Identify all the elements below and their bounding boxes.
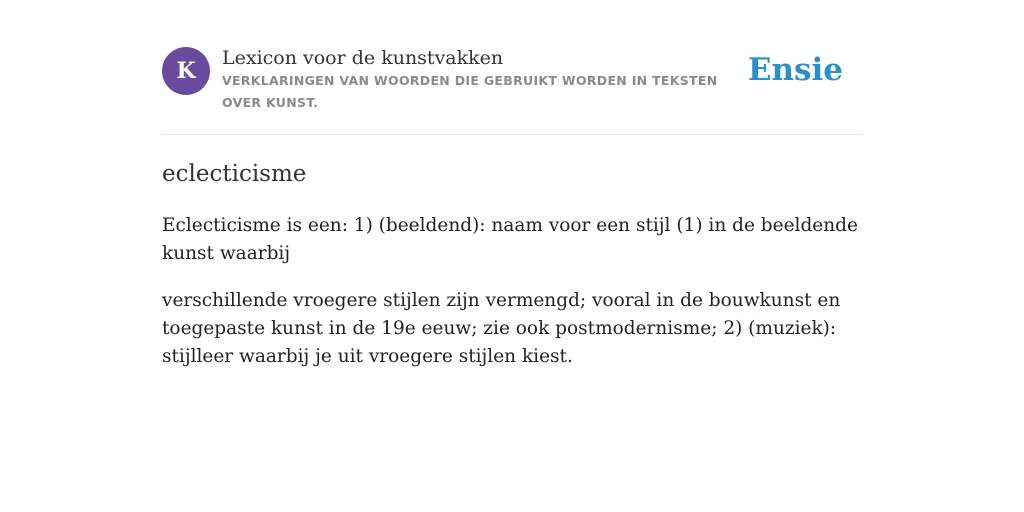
entry-body: [162, 212, 862, 371]
site-title[interactable]: Lexicon voor de kunstvakken: [222, 47, 504, 69]
entry-paragraph: Eclecticisme is een: 1) (beeldend): naam voor een stijl (1) in de beeldende kunst waarbij: [162, 215, 858, 264]
title-block: [222, 46, 742, 114]
page: [162, 0, 862, 371]
site-subtitle: VERKLARINGEN VAN WOORDEN DIE GEBRUIKT WORDEN IN TEKSTEN OVER KUNST.: [222, 73, 718, 110]
avatar[interactable]: K: [162, 47, 210, 95]
entry-paragraph: verschillende vroegere stijlen zijn vermengd; vooral in de bouwkunst en toegepaste kunst in de 19e eeuw; zie ook postmodernisme; 2) (muziek): stijlleer waarbij je uit vroegere stijlen kiest.: [162, 290, 841, 367]
brand-logo-link[interactable]: Ensie: [747, 52, 843, 88]
header: [162, 46, 862, 135]
entry-term: eclecticisme: [162, 161, 307, 187]
